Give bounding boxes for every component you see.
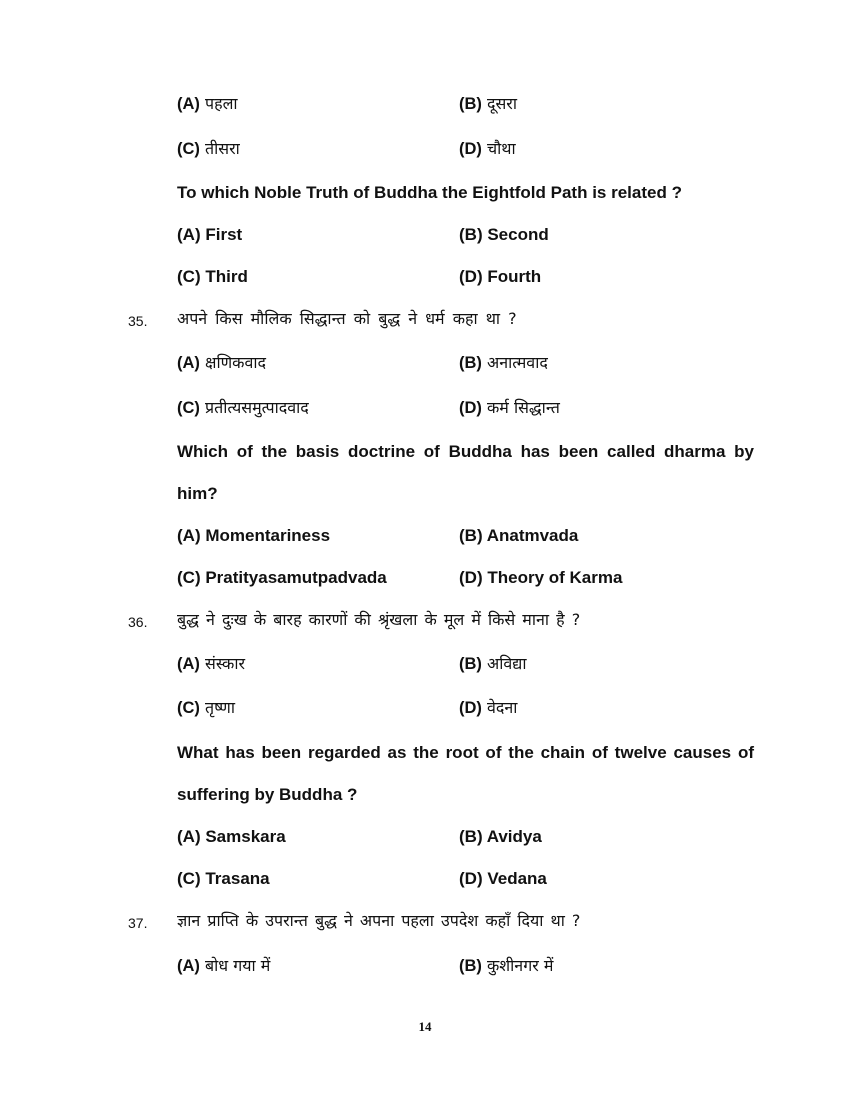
option-label: (D) (459, 140, 482, 158)
option-c: (C) प्रतीत्यसमुत्पादवाद (177, 398, 309, 417)
option-b-en: (B) Anatmvada (459, 526, 579, 545)
option-d (459, 138, 516, 160)
option-a: (A) संस्कार (177, 654, 246, 673)
question-text-en: To which Noble Truth of Buddha the Eightfold Path is related ? (177, 183, 682, 202)
question-text-en: What has been regarded as the root of the chain of twelve causes of (177, 743, 754, 762)
question-text-hi: बुद्ध ने दुःख के बारह कारणों की श्रृंखला के मूल में किसे माना है ? (177, 610, 581, 629)
option-text: तीसरा (205, 139, 240, 158)
question-number: 37. (128, 915, 148, 931)
option-d: (D) वेदना (459, 698, 518, 717)
option-c-en: (C) Trasana (177, 869, 270, 888)
option-c: (C) तृष्णा (177, 698, 235, 717)
question-number: 35. (128, 313, 148, 329)
question-text-en-cont: him? (177, 484, 218, 503)
question-text-hi: ज्ञान प्राप्ति के उपरान्त बुद्ध ने अपना पहला उपदेश कहाँ दिया था ? (177, 911, 581, 930)
option-d-en: (D) Vedana (459, 869, 547, 888)
option-a: (A) बोध गया में (177, 956, 271, 975)
option-b: (B) अनात्मवाद (459, 353, 548, 372)
option-d: (D) कर्म सिद्धान्त (459, 398, 560, 417)
option-c-en: (C) Third (177, 267, 248, 286)
page-number: 14 (418, 1019, 432, 1034)
option-b-en: (B) Second (459, 225, 549, 244)
option-a-en: (A) Momentariness (177, 526, 331, 545)
option-text: पहला (205, 94, 238, 113)
option-label: (B) (459, 95, 482, 113)
option-b: (B) कुशीनगर में (459, 956, 554, 975)
option-label: (C) (177, 140, 200, 158)
option-a-en: (A) First (177, 225, 243, 244)
question-text-hi: अपने किस मौलिक सिद्धान्त को बुद्ध ने धर्म कहा था ? (177, 309, 517, 328)
question-number: 36. (128, 614, 148, 630)
option-b-en: (B) Avidya (459, 827, 542, 846)
question-text-en: Which of the basis doctrine of Buddha has been called dharma by (177, 442, 754, 461)
option-b: (B) अविद्या (459, 654, 527, 673)
option-c (177, 138, 240, 160)
option-text: चौथा (487, 139, 516, 158)
option-d-en: (D) Theory of Karma (459, 568, 623, 587)
option-a-en: (A) Samskara (177, 827, 286, 846)
option-d-en: (D) Fourth (459, 267, 542, 286)
option-text: दूसरा (487, 94, 518, 113)
option-a: (A) क्षणिकवाद (177, 353, 267, 372)
option-a (177, 93, 238, 115)
option-label: (A) (177, 95, 200, 113)
option-b (459, 93, 517, 115)
question-text-en-cont: suffering by Buddha ? (177, 785, 358, 804)
option-c-en: (C) Pratityasamutpadvada (177, 568, 387, 587)
